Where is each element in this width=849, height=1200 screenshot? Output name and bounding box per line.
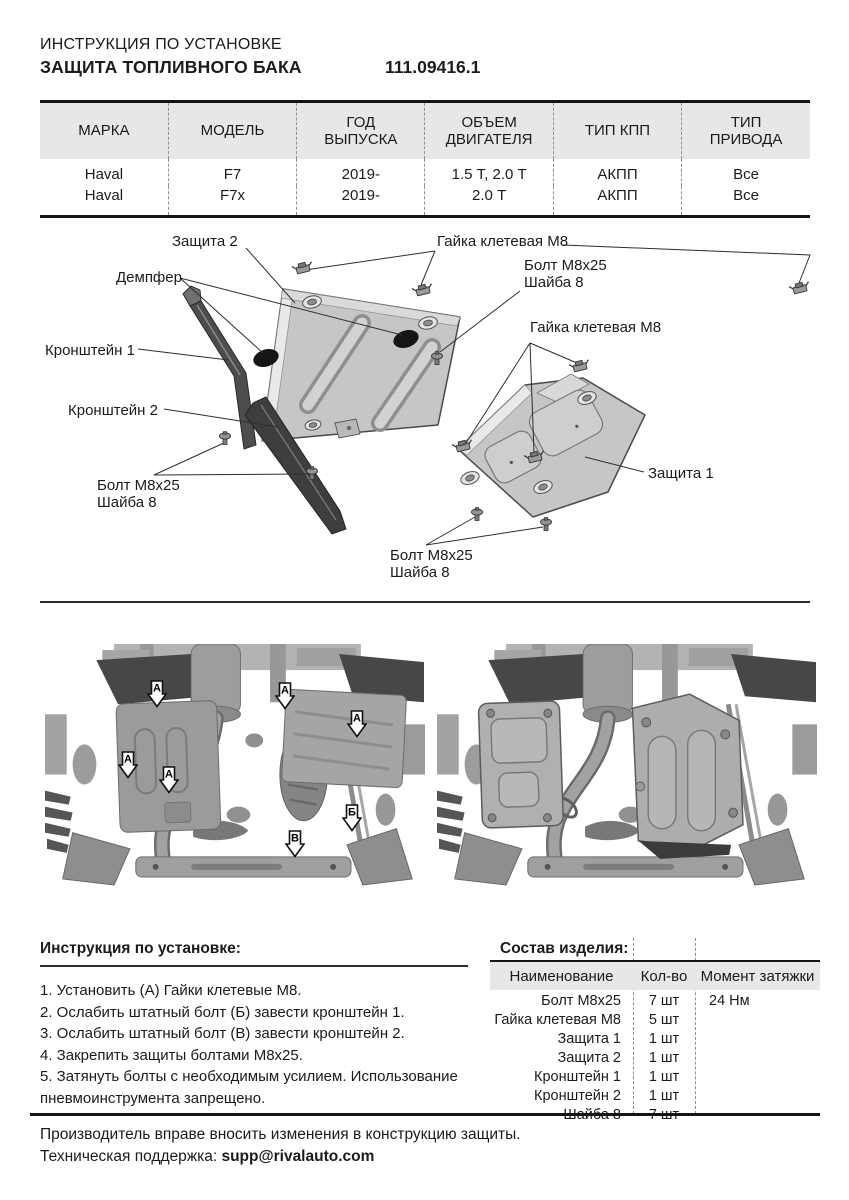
marker-arrow-a: [275, 682, 295, 710]
parts-row: Защита 2 1 шт: [557, 1050, 680, 1066]
cell-drive: Все: [682, 186, 810, 216]
installation-steps: [40, 980, 468, 1109]
marker-arrow-a: [347, 710, 367, 738]
photo-before-install: [45, 644, 425, 890]
cell-year: 2019-: [297, 186, 425, 216]
diagram-label-bracket2: Кронштейн 2: [68, 402, 158, 419]
document-header: [40, 36, 810, 79]
fitment-header-row: [40, 102, 810, 160]
col-header-drive: ТИП ПРИВОДА: [682, 102, 810, 160]
cell-gearbox: АКПП: [553, 159, 681, 186]
guard2-part: [251, 289, 460, 441]
cell-brand: Haval: [84, 186, 124, 204]
diagram-label-guard2: Защита 2: [172, 233, 238, 250]
svg-text:А: А: [153, 682, 161, 695]
cell-engine: 2.0 Т: [425, 186, 553, 216]
parts-rows: [490, 992, 820, 1125]
parts-header-row: [490, 960, 820, 990]
svg-text:А: А: [165, 768, 173, 781]
cell-gearbox: АКПП: [553, 186, 681, 216]
guard1-part: [458, 374, 645, 517]
col-header-model: МОДЕЛЬ: [168, 102, 296, 160]
parts-col-header-torque: Момент затяжки: [700, 967, 815, 985]
svg-text:А: А: [124, 753, 132, 766]
diagram-label-bolt-left: Болт М8х25 Шайба 8: [97, 477, 180, 511]
diagram-label-bracket1: Кронштейн 1: [45, 342, 135, 359]
cell-engine: 1.5 Т, 2.0 Т: [425, 159, 553, 186]
installation-step: 5. Затянуть болты с необходимым усилием. Использование пневмоинструмента запрещено.: [40, 1068, 458, 1107]
col-header-year: ГОД ВЫПУСКА: [297, 102, 425, 160]
cell-model: F7x: [168, 186, 296, 216]
parts-row: Защита 1 1 шт: [557, 1031, 680, 1047]
diagram-label-cage-nut-mid: Гайка клетевая М8: [530, 319, 662, 336]
installation-step: 2. Ослабить штатный болт (Б) завести кронштейн 1.: [40, 1003, 405, 1021]
installation-title: Инструкция по установке:: [40, 940, 468, 967]
support-email: supp@rivalauto.com: [221, 1148, 375, 1165]
svg-text:Б: Б: [348, 806, 356, 819]
marker-arrow-b: [342, 804, 362, 832]
cell-model: F7: [168, 159, 296, 186]
part-number: 111.09416.1: [385, 57, 481, 77]
marker-arrow-v: [285, 830, 305, 858]
parts-list-title: Состав изделия:: [500, 940, 629, 957]
page-title: ЗАЩИТА ТОПЛИВНОГО БАКА: [40, 57, 302, 77]
diagram-label-damper: Демпфер: [116, 269, 182, 286]
svg-text:А: А: [353, 712, 361, 725]
fitment-row: [40, 159, 810, 186]
parts-row: Гайка клетевая М8 5 шт: [494, 1012, 680, 1028]
footer-disclaimer: Производитель вправе вносить изменения в конструкцию защиты.: [40, 1126, 521, 1143]
parts-list: [490, 938, 820, 1114]
bracket1-part: [183, 286, 256, 449]
installation-step: 3. Ослабить штатный болт (В) завести кронштейн 2.: [40, 1025, 405, 1042]
marker-arrow-a: [147, 680, 167, 708]
footer-support-line: [40, 1146, 820, 1168]
cell-drive: Все: [682, 159, 810, 186]
installation-step: 4. Закрепить защиты болтами М8х25.: [40, 1046, 303, 1064]
support-label: Техническая поддержка:: [40, 1148, 218, 1165]
svg-text:В: В: [291, 832, 299, 845]
svg-text:А: А: [281, 684, 289, 697]
parts-row: Кронштейн 1 1 шт: [534, 1069, 680, 1085]
document-type-label: ИНСТРУКЦИЯ ПО УСТАНОВКЕ: [40, 36, 282, 53]
col-header-brand: МАРКА: [40, 102, 168, 160]
undercarriage-photo-before: [45, 644, 425, 890]
col-header-engine: ОБЪЕМ ДВИГАТЕЛЯ: [425, 102, 553, 160]
diagram-label-cage-nut-top: Гайка клетевая М8: [437, 233, 569, 250]
fitment-row: [40, 186, 810, 216]
cell-year: 2019-: [297, 159, 425, 186]
parts-col-header-qty: Кол-во: [640, 967, 688, 985]
parts-row: Болт М8х25 7 шт 24 Нм: [541, 993, 750, 1009]
diagram-label-bolt-top: Болт М8х25 Шайба 8: [524, 257, 607, 291]
installation-step: 1. Установить (А) Гайки клетевые М8.: [40, 982, 302, 999]
footer: [40, 1124, 820, 1168]
col-header-gearbox: ТИП КПП: [553, 102, 681, 160]
marker-arrow-a: [118, 751, 138, 779]
footer-divider: [30, 1113, 820, 1116]
exploded-parts-diagram: [40, 225, 849, 603]
marker-arrow-a: [159, 766, 179, 794]
diagram-label-bolt-bottom: Болт М8х25 Шайба 8: [390, 547, 473, 581]
section-divider: [40, 601, 810, 603]
fitment-table: [40, 100, 810, 218]
cell-brand: Haval: [84, 166, 124, 183]
parts-col-header-name: Наименование: [509, 967, 614, 985]
parts-row: Кронштейн 2 1 шт: [534, 1088, 680, 1104]
undercarriage-photo-after: [437, 644, 817, 890]
diagram-label-guard1: Защита 1: [648, 465, 714, 482]
photo-after-install: [437, 644, 817, 890]
installation-instructions: [40, 940, 468, 1109]
